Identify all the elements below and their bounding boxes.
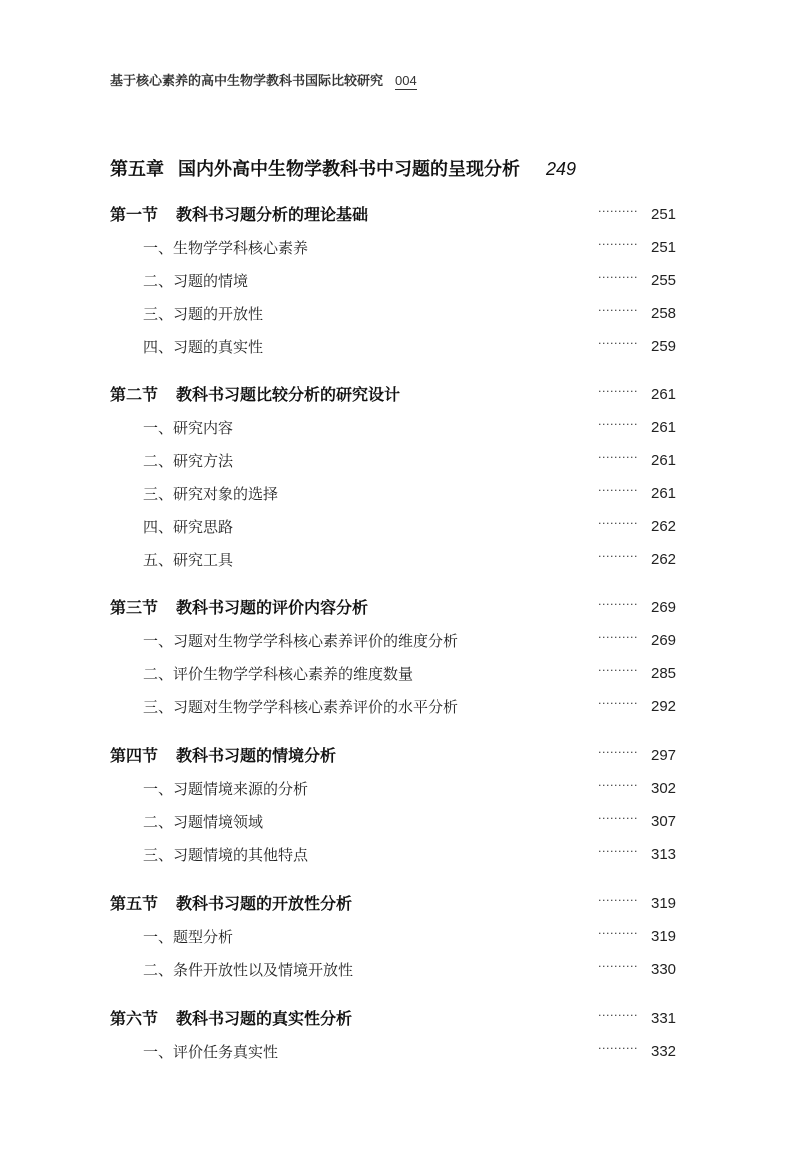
leader-dots: ·········· (598, 337, 638, 350)
subsection-page: 262 (651, 551, 677, 568)
leader-dots: ·········· (598, 304, 638, 317)
subsection-page: 302 (651, 780, 677, 797)
leader-dots: ·········· (598, 598, 638, 611)
subsection-page: 292 (651, 698, 677, 715)
section-title-text: 教科书习题的开放性分析 (176, 894, 353, 913)
subsection-title: 三、习题的开放性 (143, 305, 264, 323)
section-page: 331 (651, 1010, 677, 1027)
subsection-page: 261 (651, 419, 677, 436)
subsection-page: 259 (651, 338, 677, 355)
leader-dots: ·········· (598, 960, 638, 973)
section-title (110, 596, 368, 620)
subsection-page: 251 (651, 239, 677, 256)
section-page: 319 (651, 895, 677, 912)
section-title-text: 教科书习题分析的理论基础 (176, 205, 369, 224)
subsection-title: 一、评价任务真实性 (143, 1043, 279, 1061)
leader-dots: ·········· (598, 894, 638, 907)
subsection-page: 319 (651, 928, 677, 945)
section-title-text: 教科书习题的评价内容分析 (176, 598, 369, 617)
section-label: 第四节 (110, 746, 159, 765)
leader-dots: ·········· (598, 238, 638, 251)
section-title-text: 教科书习题的情境分析 (176, 746, 337, 765)
leader-dots: ·········· (598, 779, 638, 792)
section-label: 第六节 (110, 1009, 159, 1028)
section-label: 第五节 (110, 894, 159, 913)
leader-dots: ·········· (598, 1009, 638, 1022)
subsection-title: 五、研究工具 (143, 551, 234, 569)
leader-dots: ·········· (598, 385, 638, 398)
leader-dots: ·········· (598, 517, 638, 530)
subsection-title: 二、评价生物学学科核心素养的维度数量 (143, 665, 414, 683)
subsection-title: 二、习题情境领域 (143, 813, 264, 831)
section-page: 251 (651, 206, 677, 223)
subsection-page: 258 (651, 305, 677, 322)
leader-dots: ·········· (598, 927, 638, 940)
section-title (110, 383, 400, 407)
running-head (110, 70, 417, 89)
subsection-page: 261 (651, 452, 677, 469)
leader-dots: ·········· (598, 451, 638, 464)
leader-dots: ·········· (598, 205, 638, 218)
subsection-title: 一、题型分析 (143, 928, 234, 946)
page-number: 004 (395, 73, 417, 88)
subsection-page: 285 (651, 665, 677, 682)
leader-dots: ·········· (598, 631, 638, 644)
section-page: 261 (651, 386, 677, 403)
subsection-title: 一、习题对生物学学科核心素养评价的维度分析 (143, 632, 459, 650)
subsection-title: 一、研究内容 (143, 419, 234, 437)
section-title-text: 教科书习题的真实性分析 (176, 1009, 353, 1028)
leader-dots: ·········· (598, 484, 638, 497)
section-page: 269 (651, 599, 677, 616)
chapter-title: 国内外高中生物学教科书中习题的呈现分析 (178, 159, 520, 180)
leader-dots: ·········· (598, 746, 638, 759)
subsection-title: 二、条件开放性以及情境开放性 (143, 961, 354, 979)
subsection-page: 262 (651, 518, 677, 535)
subsection-title: 二、习题的情境 (143, 272, 249, 290)
subsection-page: 255 (651, 272, 677, 289)
subsection-page: 313 (651, 846, 677, 863)
leader-dots: ·········· (598, 812, 638, 825)
subsection-title: 一、生物学学科核心素养 (143, 239, 309, 257)
section-title (110, 892, 352, 916)
subsection-title: 三、习题情境的其他特点 (143, 846, 309, 864)
leader-dots: ·········· (598, 1042, 638, 1055)
section-label: 第三节 (110, 598, 159, 617)
leader-dots: ·········· (598, 550, 638, 563)
section-page: 297 (651, 747, 677, 764)
subsection-title: 一、习题情境来源的分析 (143, 780, 309, 798)
leader-dots: ·········· (598, 418, 638, 431)
subsection-page: 307 (651, 813, 677, 830)
subsection-title: 二、研究方法 (143, 452, 234, 470)
chapter-page: 249 (546, 159, 577, 179)
book-title: 基于核心素养的高中生物学教科书国际比较研究 (110, 74, 384, 89)
section-title-text: 教科书习题比较分析的研究设计 (176, 385, 401, 404)
leader-dots: ·········· (598, 845, 638, 858)
chapter-heading (110, 155, 576, 181)
chapter-label: 第五章 (110, 159, 164, 180)
section-title (110, 744, 336, 768)
subsection-title: 三、习题对生物学学科核心素养评价的水平分析 (143, 698, 459, 716)
leader-dots: ·········· (598, 664, 638, 677)
subsection-title: 四、习题的真实性 (143, 338, 264, 356)
leader-dots: ·········· (598, 271, 638, 284)
section-title (110, 203, 368, 227)
subsection-title: 三、研究对象的选择 (143, 485, 279, 503)
section-title (110, 1007, 352, 1031)
section-label: 第二节 (110, 385, 159, 404)
subsection-title: 四、研究思路 (143, 518, 234, 536)
leader-dots: ·········· (598, 697, 638, 710)
section-label: 第一节 (110, 205, 159, 224)
subsection-page: 261 (651, 485, 677, 502)
subsection-page: 269 (651, 632, 677, 649)
subsection-page: 332 (651, 1043, 677, 1060)
subsection-page: 330 (651, 961, 677, 978)
